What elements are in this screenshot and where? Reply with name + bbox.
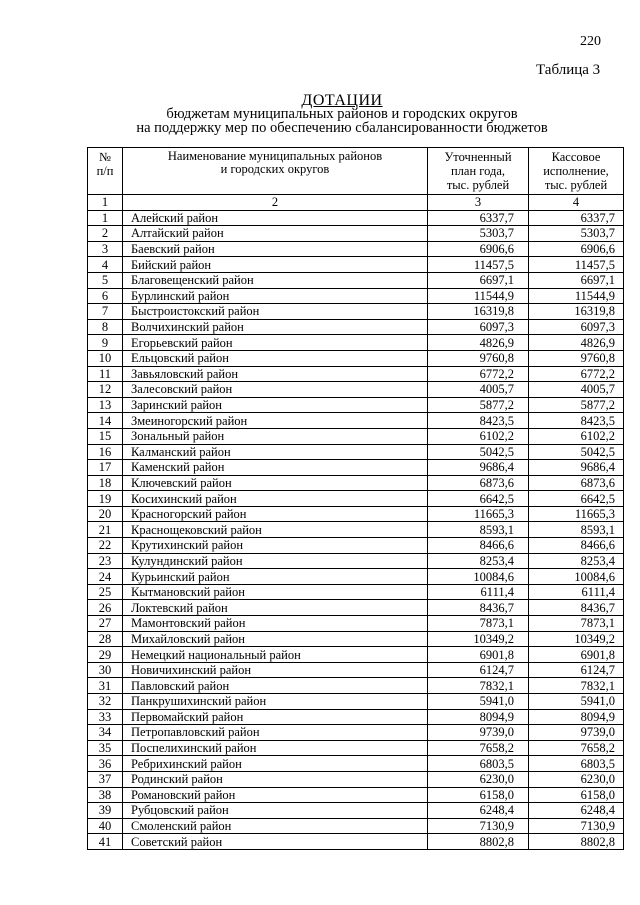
- execution-value-cell: 8802,8: [529, 834, 624, 850]
- plan-value-cell: 6906,6: [428, 241, 529, 257]
- plan-value-cell: 8094,9: [428, 709, 529, 725]
- execution-value-cell: 7658,2: [529, 740, 624, 756]
- execution-value-cell: 16319,8: [529, 304, 624, 320]
- document-title: ДОТАЦИИ: [301, 92, 383, 109]
- table-row: [88, 475, 624, 491]
- table-row: [88, 335, 624, 351]
- district-name-cell: Завьяловский район: [123, 366, 428, 382]
- row-number-cell: 8: [88, 319, 123, 335]
- header-number-line2: п/п: [96, 164, 114, 178]
- table-row: [88, 241, 624, 257]
- column-number: 2: [123, 195, 428, 211]
- header-number: [88, 148, 123, 195]
- plan-value-cell: 16319,8: [428, 304, 529, 320]
- district-name-cell: Благовещенский район: [123, 272, 428, 288]
- district-name-cell: Родинский район: [123, 771, 428, 787]
- plan-value-cell: 8466,6: [428, 538, 529, 554]
- execution-value-cell: 5877,2: [529, 397, 624, 413]
- row-number-cell: 3: [88, 241, 123, 257]
- plan-value-cell: 6901,8: [428, 647, 529, 663]
- plan-value-cell: 6642,5: [428, 491, 529, 507]
- district-name-cell: Петропавловский район: [123, 725, 428, 741]
- district-name-cell: Советский район: [123, 834, 428, 850]
- table-row: [88, 787, 624, 803]
- table-row: [88, 413, 624, 429]
- table-row: [88, 569, 624, 585]
- execution-value-cell: 9739,0: [529, 725, 624, 741]
- table-label: Таблица 3: [536, 62, 601, 78]
- execution-value-cell: 8593,1: [529, 522, 624, 538]
- execution-value-cell: 8436,7: [529, 600, 624, 616]
- execution-value-cell: 11457,5: [529, 257, 624, 273]
- row-number-cell: 7: [88, 304, 123, 320]
- row-number-cell: 5: [88, 272, 123, 288]
- plan-value-cell: 11665,3: [428, 506, 529, 522]
- table-row: [88, 460, 624, 476]
- plan-value-cell: 7130,9: [428, 818, 529, 834]
- district-name-cell: Поспелихинский район: [123, 740, 428, 756]
- plan-value-cell: 11544,9: [428, 288, 529, 304]
- table-body: [88, 210, 624, 849]
- row-number-cell: 21: [88, 522, 123, 538]
- row-number-cell: 36: [88, 756, 123, 772]
- plan-value-cell: 8423,5: [428, 413, 529, 429]
- execution-value-cell: 6158,0: [529, 787, 624, 803]
- execution-value-cell: 6772,2: [529, 366, 624, 382]
- table-row: [88, 678, 624, 694]
- row-number-cell: 37: [88, 771, 123, 787]
- header-execution-line2: исполнение,: [543, 164, 609, 178]
- row-number-cell: 41: [88, 834, 123, 850]
- plan-value-cell: 4005,7: [428, 382, 529, 398]
- execution-value-cell: 8466,6: [529, 538, 624, 554]
- district-name-cell: Курьинский район: [123, 569, 428, 585]
- header-name: [123, 148, 428, 195]
- district-name-cell: Ребрихинский район: [123, 756, 428, 772]
- district-name-cell: Кытмановский район: [123, 584, 428, 600]
- table-row: [88, 272, 624, 288]
- execution-value-cell: 7832,1: [529, 678, 624, 694]
- plan-value-cell: 6102,2: [428, 428, 529, 444]
- header-name-line1: Наименование муниципальных районов: [167, 149, 383, 163]
- plan-value-cell: 6111,4: [428, 584, 529, 600]
- row-number-cell: 16: [88, 444, 123, 460]
- plan-value-cell: 9739,0: [428, 725, 529, 741]
- execution-value-cell: 6124,7: [529, 662, 624, 678]
- district-name-cell: Павловский район: [123, 678, 428, 694]
- plan-value-cell: 5941,0: [428, 694, 529, 710]
- header-plan-line3: тыс. рублей: [446, 178, 510, 192]
- row-number-cell: 13: [88, 397, 123, 413]
- header-execution-line3: тыс. рублей: [544, 178, 608, 192]
- table-row: [88, 553, 624, 569]
- subsidies-table: [87, 147, 624, 850]
- row-number-cell: 17: [88, 460, 123, 476]
- district-name-cell: Первомайский район: [123, 709, 428, 725]
- execution-value-cell: 7130,9: [529, 818, 624, 834]
- row-number-cell: 12: [88, 382, 123, 398]
- district-name-cell: Романовский район: [123, 787, 428, 803]
- header-name-line2: и городских округов: [220, 162, 330, 176]
- header-plan-line1: Уточненный: [444, 150, 512, 164]
- table-row: [88, 725, 624, 741]
- execution-value-cell: 8253,4: [529, 553, 624, 569]
- table-row: [88, 382, 624, 398]
- district-name-cell: Немецкий национальный район: [123, 647, 428, 663]
- execution-value-cell: 6337,7: [529, 210, 624, 226]
- plan-value-cell: 7658,2: [428, 740, 529, 756]
- row-number-cell: 1: [88, 210, 123, 226]
- row-number-cell: 34: [88, 725, 123, 741]
- plan-value-cell: 6248,4: [428, 803, 529, 819]
- execution-value-cell: 9760,8: [529, 350, 624, 366]
- plan-value-cell: 6697,1: [428, 272, 529, 288]
- district-name-cell: Косихинский район: [123, 491, 428, 507]
- row-number-cell: 25: [88, 584, 123, 600]
- execution-value-cell: 5941,0: [529, 694, 624, 710]
- plan-value-cell: 10084,6: [428, 569, 529, 585]
- execution-value-cell: 6248,4: [529, 803, 624, 819]
- district-name-cell: Новичихинский район: [123, 662, 428, 678]
- plan-value-cell: 7832,1: [428, 678, 529, 694]
- execution-value-cell: 6873,6: [529, 475, 624, 491]
- column-number: 3: [428, 195, 529, 211]
- district-name-cell: Волчихинский район: [123, 319, 428, 335]
- table-row: [88, 210, 624, 226]
- plan-value-cell: 8802,8: [428, 834, 529, 850]
- row-number-cell: 27: [88, 616, 123, 632]
- row-number-cell: 35: [88, 740, 123, 756]
- row-number-cell: 14: [88, 413, 123, 429]
- district-name-cell: Баевский район: [123, 241, 428, 257]
- district-name-cell: Панкрушихинский район: [123, 694, 428, 710]
- plan-value-cell: 8253,4: [428, 553, 529, 569]
- header-execution-line1: Кассовое: [551, 150, 601, 164]
- district-name-cell: Залесовский район: [123, 382, 428, 398]
- plan-value-cell: 9686,4: [428, 460, 529, 476]
- execution-value-cell: 6097,3: [529, 319, 624, 335]
- row-number-cell: 31: [88, 678, 123, 694]
- execution-value-cell: 6803,5: [529, 756, 624, 772]
- row-number-cell: 38: [88, 787, 123, 803]
- plan-value-cell: 10349,2: [428, 631, 529, 647]
- plan-value-cell: 6337,7: [428, 210, 529, 226]
- plan-value-cell: 5042,5: [428, 444, 529, 460]
- row-number-cell: 29: [88, 647, 123, 663]
- district-name-cell: Быстроистокский район: [123, 304, 428, 320]
- district-name-cell: Бийский район: [123, 257, 428, 273]
- district-name-cell: Бурлинский район: [123, 288, 428, 304]
- district-name-cell: Алтайский район: [123, 226, 428, 242]
- document-subtitle-line1: бюджетам муниципальных районов и городских округов: [166, 106, 518, 122]
- table-row: [88, 756, 624, 772]
- table-row: [88, 304, 624, 320]
- row-number-cell: 15: [88, 428, 123, 444]
- plan-value-cell: 6097,3: [428, 319, 529, 335]
- execution-value-cell: 9686,4: [529, 460, 624, 476]
- execution-value-cell: 4826,9: [529, 335, 624, 351]
- execution-value-cell: 8094,9: [529, 709, 624, 725]
- plan-value-cell: 8593,1: [428, 522, 529, 538]
- execution-value-cell: 6230,0: [529, 771, 624, 787]
- table-row: [88, 694, 624, 710]
- table-row: [88, 740, 624, 756]
- row-number-cell: 24: [88, 569, 123, 585]
- table-row: [88, 444, 624, 460]
- row-number-cell: 26: [88, 600, 123, 616]
- district-name-cell: Краснощековский район: [123, 522, 428, 538]
- district-name-cell: Ключевский район: [123, 475, 428, 491]
- table-row: [88, 600, 624, 616]
- table-row: [88, 506, 624, 522]
- plan-value-cell: 8436,7: [428, 600, 529, 616]
- table-row: [88, 818, 624, 834]
- district-name-cell: Калманский район: [123, 444, 428, 460]
- row-number-cell: 11: [88, 366, 123, 382]
- plan-value-cell: 11457,5: [428, 257, 529, 273]
- district-name-cell: Михайловский район: [123, 631, 428, 647]
- table-row: [88, 428, 624, 444]
- plan-value-cell: 6772,2: [428, 366, 529, 382]
- table-row: [88, 319, 624, 335]
- plan-value-cell: 6124,7: [428, 662, 529, 678]
- plan-value-cell: 7873,1: [428, 616, 529, 632]
- plan-value-cell: 6803,5: [428, 756, 529, 772]
- row-number-cell: 23: [88, 553, 123, 569]
- execution-value-cell: 8423,5: [529, 413, 624, 429]
- table-row: [88, 631, 624, 647]
- execution-value-cell: 6697,1: [529, 272, 624, 288]
- table-row: [88, 397, 624, 413]
- district-name-cell: Ельцовский район: [123, 350, 428, 366]
- row-number-cell: 20: [88, 506, 123, 522]
- district-name-cell: Смоленский район: [123, 818, 428, 834]
- row-number-cell: 40: [88, 818, 123, 834]
- execution-value-cell: 6642,5: [529, 491, 624, 507]
- execution-value-cell: 6906,6: [529, 241, 624, 257]
- execution-value-cell: 10084,6: [529, 569, 624, 585]
- row-number-cell: 4: [88, 257, 123, 273]
- header-plan: [428, 148, 529, 195]
- header-execution: [529, 148, 624, 195]
- execution-value-cell: 6102,2: [529, 428, 624, 444]
- execution-value-cell: 10349,2: [529, 631, 624, 647]
- execution-value-cell: 5042,5: [529, 444, 624, 460]
- district-name-cell: Алейский район: [123, 210, 428, 226]
- row-number-cell: 30: [88, 662, 123, 678]
- execution-value-cell: 11665,3: [529, 506, 624, 522]
- district-name-cell: Локтевский район: [123, 600, 428, 616]
- district-name-cell: Красногорский район: [123, 506, 428, 522]
- execution-value-cell: 7873,1: [529, 616, 624, 632]
- table-row: [88, 226, 624, 242]
- row-number-cell: 22: [88, 538, 123, 554]
- header-plan-line2: план года,: [450, 164, 506, 178]
- header-number-line1: №: [99, 150, 111, 164]
- plan-value-cell: 4826,9: [428, 335, 529, 351]
- table-row: [88, 366, 624, 382]
- district-name-cell: Змеиногорский район: [123, 413, 428, 429]
- row-number-cell: 28: [88, 631, 123, 647]
- table-row: [88, 538, 624, 554]
- plan-value-cell: 6158,0: [428, 787, 529, 803]
- execution-value-cell: 6901,8: [529, 647, 624, 663]
- table-row: [88, 288, 624, 304]
- district-name-cell: Кулундинский район: [123, 553, 428, 569]
- table-row: [88, 803, 624, 819]
- execution-value-cell: 5303,7: [529, 226, 624, 242]
- execution-value-cell: 6111,4: [529, 584, 624, 600]
- table-row: [88, 491, 624, 507]
- row-number-cell: 39: [88, 803, 123, 819]
- page-number: 220: [580, 34, 601, 49]
- table-row: [88, 662, 624, 678]
- row-number-cell: 18: [88, 475, 123, 491]
- table-row: [88, 647, 624, 663]
- table-row: [88, 771, 624, 787]
- table-row: [88, 522, 624, 538]
- execution-value-cell: 11544,9: [529, 288, 624, 304]
- table-row: [88, 584, 624, 600]
- execution-value-cell: 4005,7: [529, 382, 624, 398]
- column-number: 1: [88, 195, 123, 211]
- plan-value-cell: 6873,6: [428, 475, 529, 491]
- row-number-cell: 33: [88, 709, 123, 725]
- district-name-cell: Каменский район: [123, 460, 428, 476]
- table-row: [88, 834, 624, 850]
- district-name-cell: Заринский район: [123, 397, 428, 413]
- row-number-cell: 10: [88, 350, 123, 366]
- plan-value-cell: 5877,2: [428, 397, 529, 413]
- table-row: [88, 257, 624, 273]
- district-name-cell: Мамонтовский район: [123, 616, 428, 632]
- column-number: 4: [529, 195, 624, 211]
- district-name-cell: Крутихинский район: [123, 538, 428, 554]
- table-row: [88, 709, 624, 725]
- column-number-row: [88, 195, 624, 211]
- table-row: [88, 350, 624, 366]
- row-number-cell: 32: [88, 694, 123, 710]
- district-name-cell: Егорьевский район: [123, 335, 428, 351]
- document-subtitle-line2: на поддержку мер по обеспечению сбалансированности бюджетов: [136, 120, 548, 136]
- district-name-cell: Зональный район: [123, 428, 428, 444]
- plan-value-cell: 5303,7: [428, 226, 529, 242]
- district-name-cell: Рубцовский район: [123, 803, 428, 819]
- table-row: [88, 616, 624, 632]
- plan-value-cell: 6230,0: [428, 771, 529, 787]
- row-number-cell: 9: [88, 335, 123, 351]
- row-number-cell: 2: [88, 226, 123, 242]
- plan-value-cell: 9760,8: [428, 350, 529, 366]
- row-number-cell: 19: [88, 491, 123, 507]
- row-number-cell: 6: [88, 288, 123, 304]
- table-header-row: [88, 148, 624, 195]
